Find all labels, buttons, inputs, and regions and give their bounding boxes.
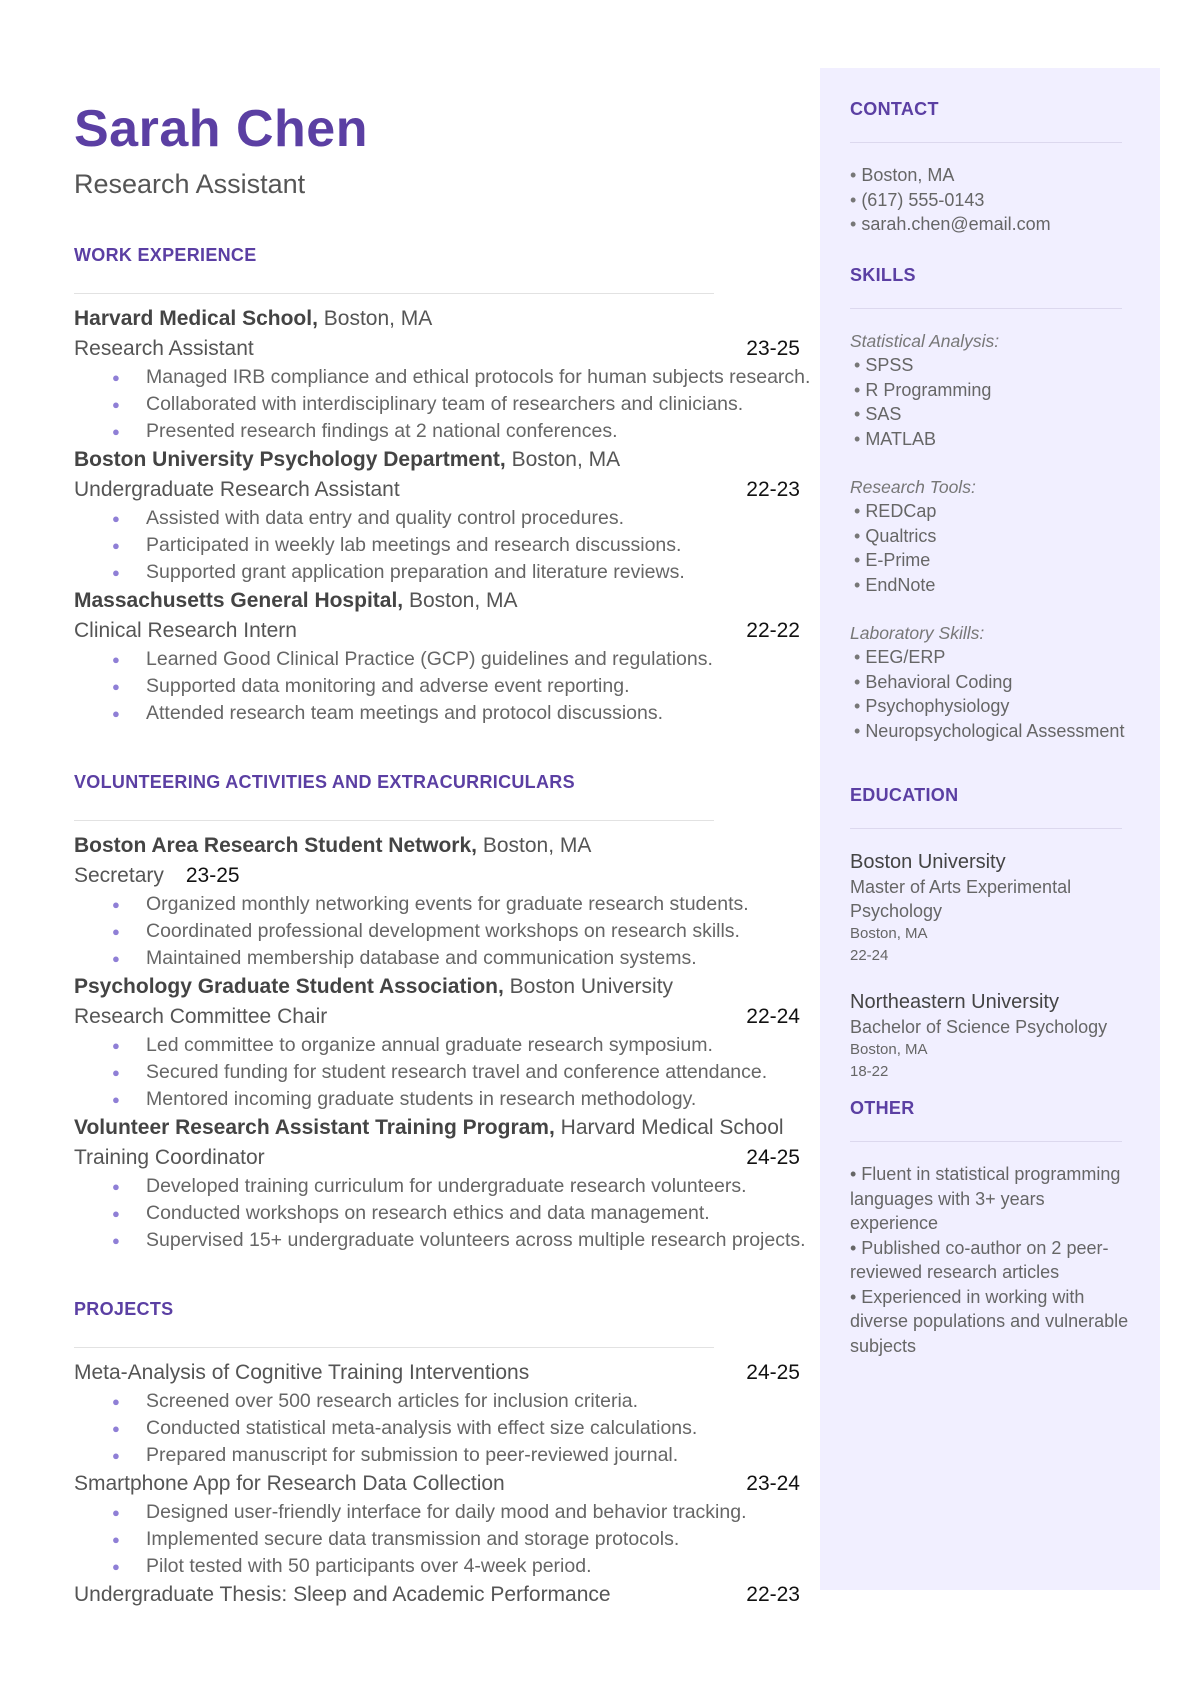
divider [74,820,714,821]
other-item: • Published co-author on 2 peer-reviewed research articles [850,1237,1109,1282]
bullet-item: ● Conducted statistical meta-analysis with effect size calculations. [74,1415,826,1442]
edu-dates: 18-22 [850,1063,889,1080]
skill-list [850,645,1130,743]
divider [74,1347,714,1348]
project-title-line [74,1469,800,1499]
other-item: • Fluent in statistical programming languages with 3+ years experience [850,1164,1121,1233]
divider [850,142,1122,143]
entry-org-line [74,445,804,475]
bullet-item: ● Pilot tested with 50 participants over 4-week period. [74,1553,826,1580]
entry-role: Training Coordinator [74,1146,265,1169]
entry-location: Boston, MA [505,448,621,471]
other-section [850,1097,1130,1358]
work-entry [74,586,804,727]
entry-role-line [74,616,800,646]
spacer [850,451,1130,475]
entry-date: 22-24 [746,1005,800,1028]
bullet-item: ● Secured funding for student research travel and conference attendance. [74,1059,826,1086]
candidate-name: Sarah Chen [74,100,368,158]
bullet-item: ● Organized monthly networking events for graduate research students. [74,891,826,918]
project-title-line [74,1580,800,1610]
education-entry [850,989,1130,1083]
contact-phone: • (617) 555-0143 [850,188,1130,213]
bullet-list [74,1032,804,1113]
entry-date: 22-23 [746,478,800,501]
bullet-list [74,364,811,445]
entry-role: Research Assistant [74,337,254,360]
entry-role: Clinical Research Intern [74,619,297,642]
edu-location: Boston, MA [850,925,928,942]
bullet-item: ● Designed user-friendly interface for daily mood and behavior tracking. [74,1499,826,1526]
bullet-list [74,1173,804,1254]
work-list [74,304,811,727]
project-date: 23-24 [746,1472,800,1495]
entry-role-line [74,334,800,364]
contact-location: • Boston, MA [850,163,1130,188]
edu-dates: 22-24 [850,947,889,964]
volunteer-list [74,831,804,1254]
bullet-list [74,646,804,727]
project-entry [74,1358,804,1469]
bullet-item: ● Supported data monitoring and adverse event reporting. [74,673,826,700]
work-experience-heading: WORK EXPERIENCE [74,245,257,265]
bullet-item: ● Supported grant application preparation and literature reviews. [74,559,826,586]
bullet-item: ● Assisted with data entry and quality control procedures. [74,505,826,532]
education-heading: EDUCATION [850,785,959,805]
entry-org: Harvard Medical School, [74,307,318,330]
skill-item: • SPSS [850,353,1130,378]
skill-category: Laboratory Skills: [850,623,985,643]
bullet-list [74,505,804,586]
volunteer-entry [74,1113,804,1254]
bullet-item: ● Managed IRB compliance and ethical protocols for human subjects research. [74,364,826,391]
bullet-item: ● Implemented secure data transmission and storage protocols. [74,1526,826,1553]
skill-category: Research Tools: [850,477,976,497]
contact-list [850,163,1130,237]
skill-item: • SAS [850,402,1130,427]
project-entry [74,1580,804,1610]
entry-location: Boston, MA [403,589,518,612]
entry-location: Boston University [503,975,674,998]
divider [850,1141,1122,1142]
bullet-item: ● Screened over 500 research articles for inclusion criteria. [74,1388,826,1415]
bullet-item: ● Mentored incoming graduate students in research methodology. [74,1086,826,1113]
entry-role-line [74,1143,800,1173]
entry-date: 24-25 [746,1146,800,1169]
contact-email[interactable]: • sarah.chen@email.com [850,212,1130,237]
divider [850,308,1122,309]
entry-org: Boston Area Research Student Network, [74,834,477,857]
skill-item: • Psychophysiology [850,694,1130,719]
entry-role: Research Committee Chair [74,1005,328,1028]
divider [74,293,714,294]
project-date: 22-23 [746,1583,800,1606]
edu-location: Boston, MA [850,1041,928,1058]
bullet-item: ● Coordinated professional development workshops on research skills. [74,918,826,945]
entry-org: Massachusetts General Hospital, [74,589,404,612]
bullet-item: ● Prepared manuscript for submission to peer-reviewed journal. [74,1442,826,1469]
bullet-item: ● Supervised 15+ undergraduate volunteers across multiple research projects. [74,1227,826,1254]
skills-heading: SKILLS [850,265,916,285]
skill-item: • Neuropsychological Assessment [850,719,1130,744]
spacer [850,597,1130,621]
skill-item: • EndNote [850,573,1130,598]
entry-location: Harvard Medical School [554,1116,784,1139]
entry-org-line [74,304,804,334]
work-entry [74,445,804,586]
project-date: 24-25 [746,1361,800,1384]
bullet-item: ● Learned Good Clinical Practice (GCP) guidelines and regulations. [74,646,826,673]
education-section [850,784,1130,1083]
entry-date: 23-25 [185,864,240,887]
bullet-list [74,1499,804,1580]
projects-list [74,1358,804,1610]
bullet-item: ● Developed training curriculum for undergraduate research volunteers. [74,1173,826,1200]
main-column [74,100,811,1610]
entry-org: Volunteer Research Assistant Training Program, [74,1116,555,1139]
project-title-line [74,1358,800,1388]
bullet-item: ● Collaborated with interdisciplinary team of researchers and clinicians. [74,391,826,418]
entry-org-line [74,1113,804,1143]
bullet-item: ● Maintained membership database and communication systems. [74,945,826,972]
education-entry [850,849,1130,967]
entry-date: 23-25 [746,337,800,360]
skills-section [850,264,1130,743]
contact-heading: CONTACT [850,99,939,119]
entry-org-line [74,586,804,616]
skill-item: • REDCap [850,499,1130,524]
volunteering-heading: VOLUNTEERING ACTIVITIES AND EXTRACURRICULARS [74,772,575,792]
work-entry [74,304,811,445]
bullet-item: ● Presented research findings at 2 national conferences. [74,418,826,445]
entry-role: Undergraduate Research Assistant [74,478,400,501]
skill-item: • MATLAB [850,427,1130,452]
contact-section [850,98,1130,237]
entry-org: Boston University Psychology Department, [74,448,506,471]
skill-item: • Behavioral Coding [850,670,1130,695]
bullet-list [74,891,804,972]
project-title: Meta-Analysis of Cognitive Training Interventions [74,1361,530,1384]
project-title: Undergraduate Thesis: Sleep and Academic Performance [74,1583,611,1606]
project-entry [74,1469,804,1580]
other-heading: OTHER [850,1098,915,1118]
bullet-item: ● Participated in weekly lab meetings and research discussions. [74,532,826,559]
skill-category: Statistical Analysis: [850,331,1000,351]
entry-location: Boston, MA [317,307,433,330]
projects-heading: PROJECTS [74,1299,174,1319]
volunteer-entry [74,831,804,972]
edu-school: Northeastern University [850,991,1059,1013]
entry-date: 22-22 [746,619,800,642]
edu-school: Boston University [850,851,1006,873]
entry-role-line [74,861,800,891]
entry-role-line [74,475,800,505]
bullet-item: ● Attended research team meetings and protocol discussions. [74,700,826,727]
entry-org-line [74,972,804,1002]
divider [850,828,1122,829]
project-title: Smartphone App for Research Data Collection [74,1472,505,1495]
skill-item: • E-Prime [850,548,1130,573]
candidate-title: Research Assistant [74,169,306,199]
entry-role-line [74,1002,800,1032]
entry-org-line [74,831,804,861]
skills-groups [850,329,1130,743]
other-item: • Experienced in working with diverse populations and vulnerable subjects [850,1286,1129,1356]
entry-location: Boston, MA [476,834,592,857]
bullet-item: ● Conducted workshops on research ethics and data management. [74,1200,826,1227]
entry-org: Psychology Graduate Student Association, [74,975,504,998]
skill-item: • R Programming [850,378,1130,403]
skill-list [850,499,1130,597]
edu-degree: Bachelor of Science Psychology [850,1017,1108,1037]
bullet-item: ● Led committee to organize annual graduate research symposium. [74,1032,826,1059]
entry-role: Secretary [74,864,164,887]
skill-list [850,353,1130,451]
skill-item: • Qualtrics [850,524,1130,549]
bullet-list [74,1388,804,1469]
volunteer-entry [74,972,804,1113]
edu-degree: Master of Arts Experimental Psychology [850,877,1072,921]
skill-item: • EEG/ERP [850,645,1130,670]
